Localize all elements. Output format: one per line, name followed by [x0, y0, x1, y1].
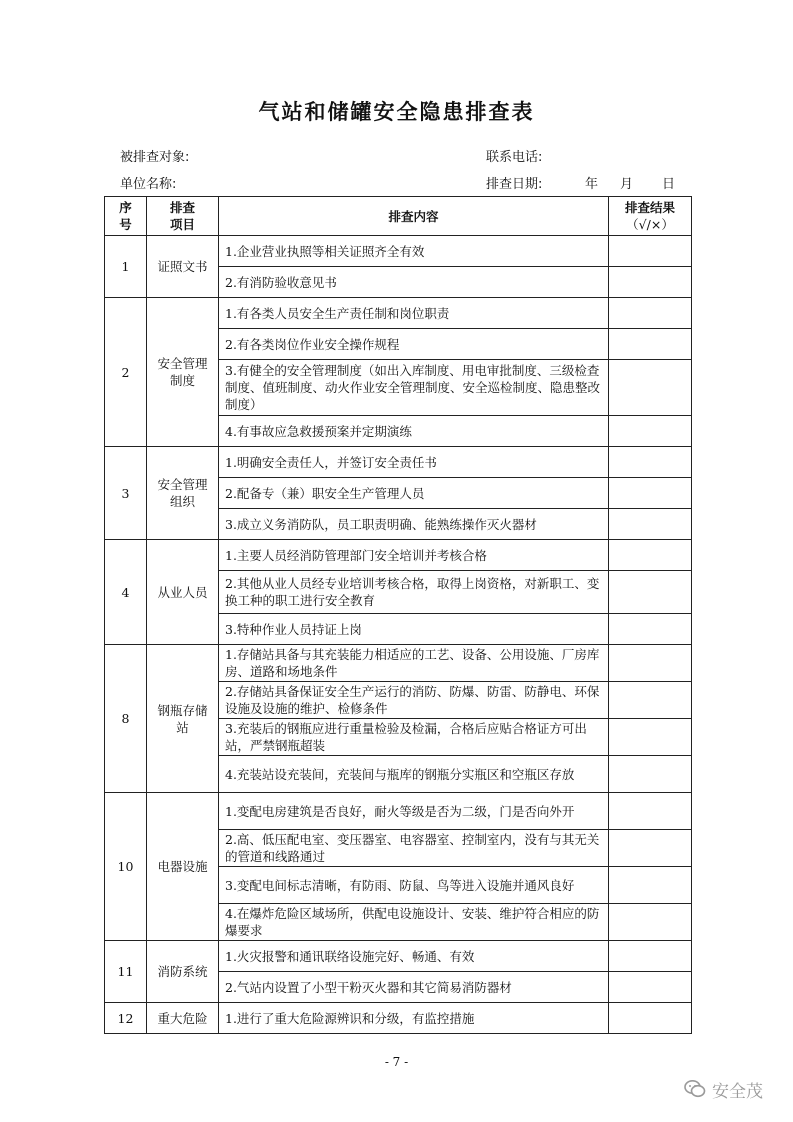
table-row	[105, 793, 692, 830]
inspection-content: 2.有各类岗位作业安全操作规程	[219, 329, 609, 360]
header-no: 序 号	[105, 197, 147, 236]
inspection-result-cell[interactable]	[609, 682, 692, 719]
inspection-content: 1.火灾报警和通讯联络设施完好、畅通、有效	[219, 941, 609, 972]
inspection-result-cell[interactable]	[609, 509, 692, 540]
inspection-result-cell[interactable]	[609, 416, 692, 447]
table-row	[105, 1003, 692, 1034]
watermark	[684, 1076, 763, 1102]
inspection-content: 1.主要人员经消防管理部门安全培训并考核合格	[219, 540, 609, 571]
page-title: 气站和储罐安全隐患排查表	[258, 100, 535, 124]
inspection-content: 3.变配电间标志清晰，有防雨、防鼠、鸟等进入设施并通风良好	[219, 867, 609, 904]
inspection-content: 3.充装后的钢瓶应进行重量检验及检漏，合格后应贴合格证方可出站，严禁钢瓶超装	[219, 719, 609, 756]
inspection-result-cell[interactable]	[609, 645, 692, 682]
inspection-content: 2.其他从业人员经专业培训考核合格，取得上岗资格，对新职工、变换工种的职工进行安全教育	[219, 571, 609, 614]
inspection-category: 从业人员	[147, 540, 219, 645]
inspection-result-cell[interactable]	[609, 867, 692, 904]
inspection-category: 电器设施	[147, 793, 219, 941]
inspection-date-label: 排查日期:	[486, 177, 543, 192]
inspection-content: 3.成立义务消防队，员工职责明确、能熟练操作灭火器材	[219, 509, 609, 540]
inspection-result-cell[interactable]	[609, 941, 692, 972]
header-content: 排查内容	[219, 197, 609, 236]
table-row	[105, 941, 692, 972]
inspection-category: 消防系统	[147, 941, 219, 1003]
table-header-row	[105, 197, 692, 236]
inspection-result-cell[interactable]	[609, 447, 692, 478]
inspection-category: 钢瓶存储站	[147, 645, 219, 793]
date-month-label: 月	[620, 177, 634, 192]
inspection-result-cell[interactable]	[609, 793, 692, 830]
date-year-label: 年	[585, 177, 599, 192]
table-row	[105, 298, 692, 329]
inspection-category: 重大危险	[147, 1003, 219, 1034]
row-number: 2	[105, 298, 147, 447]
page-number: - 7 -	[384, 1055, 409, 1069]
inspection-result-cell[interactable]	[609, 267, 692, 298]
unit-name-label: 单位名称:	[120, 177, 177, 192]
inspection-result-cell[interactable]	[609, 298, 692, 329]
inspection-target-label: 被排查对象:	[120, 150, 190, 165]
row-number: 8	[105, 645, 147, 793]
inspection-content: 2.配备专（兼）职安全生产管理人员	[219, 478, 609, 509]
inspection-content: 1.存储站具备与其充装能力相适应的工艺、设备、公用设施、厂房库房、道路和场地条件	[219, 645, 609, 682]
contact-phone-label: 联系电话:	[486, 150, 543, 165]
row-number: 12	[105, 1003, 147, 1034]
inspection-content: 4.充装站设充装间，充装间与瓶库的钢瓶分实瓶区和空瓶区存放	[219, 756, 609, 793]
inspection-result-cell[interactable]	[609, 329, 692, 360]
row-number: 11	[105, 941, 147, 1003]
table-row	[105, 447, 692, 478]
inspection-result-cell[interactable]	[609, 1003, 692, 1034]
inspection-result-cell[interactable]	[609, 571, 692, 614]
inspection-content: 1.进行了重大危险源辨识和分级，有监控措施	[219, 1003, 609, 1034]
inspection-result-cell[interactable]	[609, 478, 692, 509]
inspection-result-cell[interactable]	[609, 719, 692, 756]
inspection-result-cell[interactable]	[609, 614, 692, 645]
inspection-content: 1.有各类人员安全生产责任制和岗位职责	[219, 298, 609, 329]
inspection-table	[104, 196, 692, 1034]
header-item: 排查 项目	[147, 197, 219, 236]
inspection-result-cell[interactable]	[609, 360, 692, 416]
wechat-icon	[684, 1079, 706, 1099]
inspection-content: 2.有消防验收意见书	[219, 267, 609, 298]
inspection-content: 1.企业营业执照等相关证照齐全有效	[219, 236, 609, 267]
header-result: 排查结果 （√/×）	[609, 197, 692, 236]
table-row	[105, 645, 692, 682]
row-number: 1	[105, 236, 147, 298]
inspection-result-cell[interactable]	[609, 904, 692, 941]
inspection-content: 4.有事故应急救援预案并定期演练	[219, 416, 609, 447]
inspection-content: 2.高、低压配电室、变压器室、电容器室、控制室内，没有与其无关的管道和线路通过	[219, 830, 609, 867]
inspection-result-cell[interactable]	[609, 756, 692, 793]
watermark-text: 安全茂	[712, 1081, 763, 1102]
inspection-content: 3.特种作业人员持证上岗	[219, 614, 609, 645]
inspection-category: 安全管理组织	[147, 447, 219, 540]
inspection-content: 2.存储站具备保证安全生产运行的消防、防爆、防雷、防静电、环保设施及设施的维护、检修条件	[219, 682, 609, 719]
inspection-content: 1.变配电房建筑是否良好，耐火等级是否为二级，门是否向外开	[219, 793, 609, 830]
row-number: 3	[105, 447, 147, 540]
row-number: 10	[105, 793, 147, 941]
date-day-label: 日	[662, 177, 676, 192]
table-row	[105, 540, 692, 571]
inspection-result-cell[interactable]	[609, 972, 692, 1003]
inspection-category: 安全管理制度	[147, 298, 219, 447]
inspection-content: 4.在爆炸危险区域场所，供配电设施设计、安装、维护符合相应的防爆要求	[219, 904, 609, 941]
inspection-result-cell[interactable]	[609, 830, 692, 867]
row-number: 4	[105, 540, 147, 645]
inspection-content: 2.气站内设置了小型干粉灭火器和其它简易消防器材	[219, 972, 609, 1003]
inspection-result-cell[interactable]	[609, 236, 692, 267]
inspection-category: 证照文书	[147, 236, 219, 298]
table-row	[105, 236, 692, 267]
inspection-content: 1.明确安全责任人，并签订安全责任书	[219, 447, 609, 478]
inspection-result-cell[interactable]	[609, 540, 692, 571]
inspection-content: 3.有健全的安全管理制度（如出入库制度、用电审批制度、三级检查制度、值班制度、动火作业安全管理制度、安全巡检制度、隐患整改制度）	[219, 360, 609, 416]
